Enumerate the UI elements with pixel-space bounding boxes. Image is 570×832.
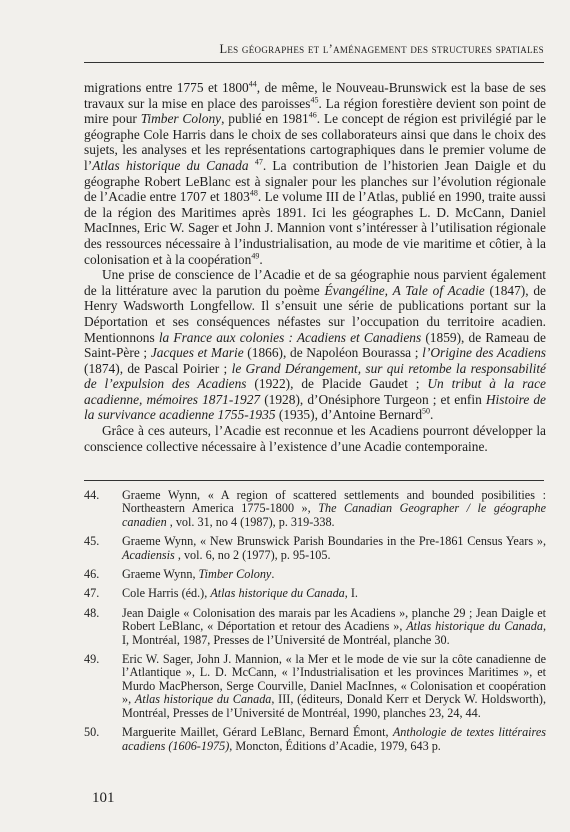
page-number: 101 — [92, 790, 115, 806]
footnote-49 — [84, 653, 546, 720]
footnote-ref-46[interactable]: 46 — [308, 110, 317, 120]
footnote-number: 45. — [84, 534, 100, 549]
footnote-ref-47[interactable]: 47 — [254, 157, 263, 167]
paragraph-2: Une prise de conscience de l’Acadie et de sa géographie nous parvient également de la littérature avec la parution du poème Évangéline, A Tale of Acadie (1847), de Henry Wadsworth Longfellow. Il s’ensuit une série de publications portant sur la Déportation et ses conséquences néfastes sur l’occupation du territoire acadien. Mentionnons la France aux colonies : Acadiens et Canadiens (1859), de Rameau de Saint-Père ; Jacques et Marie (1866), de Napoléon Bourassa ; l’Origine des Acadiens (1874), de Pascal Poirier ; le Grand Dérangement, sur qui retombe la responsabilité de l’expulsion des Acadiens (1922), de Placide Gaudet ; Un tribut à la race acadienne, mémoires 1871-1927 (1928), d’Onésiphore Turgeon ; et enfin Histoire de la survivance acadienne 1755-1935 (1935), d’Antoine Bernard$^{50}$. — [84, 267, 547, 423]
footnote-45 — [84, 535, 546, 562]
footnote-text: Marguerite Maillet, Gérard LeBlanc, Bernard Émont, Anthologie de textes littéraires acadiens (1606-1975), Moncton, Éditions d’Acadie, 1979, 643 p. — [122, 725, 546, 753]
footnote-number: 50. — [84, 725, 100, 740]
paragraph-1: migrations entre 1775 et 1800$^{44}$, de même, le Nouveau-Brunswick est la base de ses travaux sur la mise en place des paroisses$^{45}$. La région forestière devient son point de mire pour Timber Colony, publié en 1981$^{46}$. Le concept de région est privilégié par le géographe Cole Harris dans le choix de ses collaborateurs ainsi que dans le choix des sujets, les analyses et les représentations cartographiques dans le premier volume de l’Atlas historique du Canada $^{47}$. La contribution de l’historien Jean Daigle et du géographe Robert LeBlanc est à signaler pour les planches sur l’évolution régionale de l’Acadie entre 1707 et 1803$^{48}$. Le volume III de l’Atlas, publié en 1990, traite aussi de la région des Maritimes après 1891. Ici les géographes L. D. McCann, Daniel MacInnes, Eric W. Sager et John J. Mannion vont s’intéresser à l’utilisation régionale des ressources nécessaire à l’industrialisation, au mode de vie maritime et côtier, à la colonisation et à la coopération$^{49}$. — [84, 79, 547, 267]
footnote-number: 44. — [84, 488, 100, 502]
footnote-number: 49. — [84, 652, 100, 667]
footnote-number: 47. — [84, 586, 100, 601]
footnote-48 — [84, 607, 546, 647]
main-text — [84, 80, 546, 454]
footnote-text: Graeme Wynn, « New Brunswick Parish Boundaries in the Pre-1861 Census Years », Acadiensis , vol. 6, no 2 (1977), p. 95-105. — [122, 534, 546, 562]
footnote-44 — [84, 489, 546, 529]
footnote-text: Cole Harris (éd.), Atlas historique du Canada, I. — [122, 586, 358, 601]
footnote-text: Graeme Wynn, « A region of scattered settlements and bounded posibilities : Northeastern America 1775-1800 », The Canadian Geographer / le géographe canadien , vol. 31, no 4 (1987), p. 319-338. — [122, 488, 546, 529]
footnote-ref-45[interactable]: 45 — [310, 95, 319, 105]
footnotes — [84, 489, 546, 759]
footnote-text: Graeme Wynn, Timber Colony. — [122, 567, 275, 582]
footnote-50 — [84, 726, 546, 753]
footnote-rule — [84, 480, 544, 481]
paragraph-3: Grâce à ces auteurs, l’Acadie est reconnue et les Acadiens pourront développer la conscience collective nécessaire à l’existence d’une Acadie contemporaine. — [84, 423, 546, 454]
footnote-text: Jean Daigle « Colonisation des marais par les Acadiens », planche 29 ; Jean Daigle et Robert LeBlanc, « Déportation et retour des Acadiens », Atlas historique du Canada, I, Montréal, 1987, Presses de l’Université de Montréal, planche 30. — [122, 605, 546, 647]
footnote-text: Eric W. Sager, John J. Mannion, « la Mer et le mode de vie sur la côte canadienne de l’Atlantique », L. D. McCann, « l’Industrialisation et les provinces Maritimes », et Murdo MacPherson, Serge Courville, Daniel MacInnes, « Colonisation et coopération », Atlas historique du Canada, III, (éditeurs, Donald Kerr et Deryck W. Holdsworth), Montréal, Presses de l’Université de Montréal, 1990, planches 23, 24, 44. — [122, 652, 546, 720]
footnote-ref-50[interactable]: 50 — [422, 407, 431, 416]
footnote-ref-48[interactable]: 48 — [249, 188, 258, 198]
header-rule — [84, 62, 544, 63]
footnote-47 — [84, 587, 546, 600]
footnote-ref-49[interactable]: 49 — [251, 251, 260, 261]
footnote-number: 48. — [84, 605, 100, 620]
running-header: Les géographes et l’aménagement des structures spatiales — [219, 42, 544, 56]
footnote-46 — [84, 568, 546, 581]
footnote-ref-44[interactable]: 44 — [248, 79, 257, 89]
footnote-number: 46. — [84, 567, 100, 582]
